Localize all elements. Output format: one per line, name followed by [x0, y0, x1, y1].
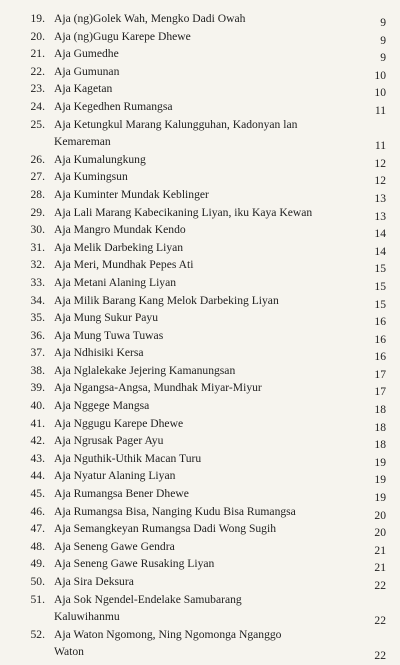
- entry-title: Aja Metani Alaning Liyan: [54, 275, 177, 289]
- entry-title-continuation: Kaluwihanmu: [54, 610, 120, 624]
- entry-title: Aja Ngangsa-Angsa, Mundhak Miyar-Miyur: [54, 381, 262, 395]
- toc-entry: [0, 379, 400, 397]
- entry-title: Aja Nyatur Alaning Liyan: [54, 469, 176, 483]
- entry-number: 26.: [30, 152, 45, 166]
- entry-number: 30.: [30, 223, 45, 237]
- entry-number: 22.: [30, 64, 45, 78]
- entry-title: Aja (ng)Golek Wah, Mengko Dadi Owah: [54, 12, 246, 25]
- entry-number: 51.: [30, 592, 45, 606]
- entry-number: 46.: [30, 504, 45, 518]
- entry-title: Aja Kumingsun: [54, 170, 128, 184]
- entry-page-number: 19: [374, 455, 386, 469]
- entry-page-number: 18: [374, 403, 386, 417]
- entry-number: 49.: [30, 557, 45, 571]
- entry-title: Aja Kumalungkung: [54, 152, 146, 166]
- entry-title: Aja Kegedhen Rumangsa: [54, 99, 173, 113]
- entry-page-number: 9: [380, 33, 386, 47]
- entry-page-number: 16: [374, 350, 386, 364]
- toc-entry: [0, 450, 400, 468]
- entry-title: Aja Milik Barang Kang Melok Darbeking Liyan: [54, 293, 279, 307]
- entry-title: Aja Nglalekake Jejering Kamanungsan: [54, 363, 236, 377]
- entry-title-continuation: Kemareman: [54, 135, 111, 149]
- toc-entry: [0, 45, 400, 63]
- entry-number: 32.: [30, 258, 45, 272]
- entry-page-number: 21: [374, 561, 386, 575]
- toc-entry: [0, 28, 400, 46]
- entry-title: Aja Sok Ngendel-Endelake Samubarang: [54, 592, 242, 606]
- entry-title-continuation: Waton: [54, 645, 84, 659]
- toc-entry: [0, 98, 400, 116]
- entry-number: 40.: [30, 399, 45, 413]
- entry-number: 19.: [30, 12, 45, 25]
- entry-page-number: 17: [374, 367, 386, 381]
- toc-entry: [0, 432, 400, 450]
- entry-number: 37.: [30, 346, 45, 360]
- entry-title: Aja Waton Ngomong, Ning Ngomonga Nganggo: [54, 627, 282, 641]
- entry-page-number: 12: [374, 174, 386, 188]
- toc-entry: [0, 344, 400, 362]
- entry-number: 29.: [30, 205, 45, 219]
- entry-title: Aja Semangkeyan Rumangsa Dadi Wong Sugih: [54, 522, 277, 536]
- entry-title: Aja Rumangsa Bisa, Nanging Kudu Bisa Rumangsa: [54, 504, 296, 518]
- entry-page-number: 14: [374, 244, 386, 258]
- toc-entry: [0, 151, 400, 169]
- entry-page-number: 21: [374, 543, 386, 557]
- entry-page-number: 10: [374, 86, 386, 100]
- entry-page-number: 14: [374, 227, 386, 241]
- toc-entry: [0, 485, 400, 503]
- entry-page-number: 13: [374, 209, 386, 223]
- entry-number: 48.: [30, 539, 45, 553]
- toc-entry: [0, 256, 400, 274]
- entry-title: Aja Ndhisiki Kersa: [54, 346, 144, 360]
- entry-page-number: 15: [374, 262, 386, 276]
- toc-entry: [0, 221, 400, 239]
- toc-entry: [0, 503, 400, 521]
- entry-page-number: 13: [374, 191, 386, 205]
- toc-entry: [0, 362, 400, 380]
- entry-number: 35.: [30, 311, 45, 325]
- entry-number: 44.: [30, 469, 45, 483]
- toc-entry: [0, 309, 400, 327]
- entry-number: 39.: [30, 381, 45, 395]
- entry-title: Aja Seneng Gawe Gendra: [54, 539, 175, 553]
- entry-number: 47.: [30, 522, 45, 536]
- entry-number: 23.: [30, 82, 45, 96]
- entry-number: 50.: [30, 575, 45, 588]
- entry-page-number: 15: [374, 279, 386, 293]
- toc-entry: [0, 204, 400, 222]
- entry-title: Aja Gumunan: [54, 64, 120, 78]
- entry-page-number: 18: [374, 420, 386, 434]
- entry-page-number: 16: [374, 315, 386, 329]
- entry-page-number: 11: [374, 103, 386, 117]
- toc-entry: [0, 239, 400, 257]
- entry-title: Aja Gumedhe: [54, 47, 119, 61]
- entry-page-number: 22: [374, 614, 386, 628]
- toc-entry: [0, 538, 400, 556]
- entry-number: 21.: [30, 47, 45, 61]
- entry-title: Aja (ng)Gugu Karepe Dhewe: [54, 29, 191, 43]
- entry-number: 31.: [30, 240, 45, 254]
- entry-title: Aja Mung Sukur Payu: [54, 311, 159, 325]
- entry-title: Aja Lali Marang Kabecikaning Liyan, iku Kaya Kewan: [54, 205, 313, 219]
- entry-page-number: 12: [374, 156, 386, 170]
- entry-title: Aja Nggege Mangsa: [54, 399, 150, 413]
- entry-number: 41.: [30, 416, 45, 430]
- toc-entry: [0, 80, 400, 98]
- entry-number: 33.: [30, 275, 45, 289]
- entry-number: 25.: [30, 117, 45, 131]
- entry-page-number: 11: [374, 139, 386, 153]
- entry-number: 27.: [30, 170, 45, 184]
- entry-title: Aja Sira Deksura: [54, 575, 134, 588]
- entry-number: 45.: [30, 487, 45, 501]
- entry-number: 52.: [30, 627, 45, 641]
- entry-title: Aja Ketungkul Marang Kalungguhan, Kadonyan lan: [54, 117, 298, 131]
- entry-page-number: 17: [374, 385, 386, 399]
- entry-number: 28.: [30, 187, 45, 201]
- toc-entry: [0, 555, 400, 573]
- toc-entry: [0, 573, 400, 591]
- entry-title: Aja Melik Darbeking Liyan: [54, 240, 184, 254]
- entry-page-number: 19: [374, 491, 386, 505]
- entry-number: 36.: [30, 328, 45, 342]
- entry-page-number: 15: [374, 297, 386, 311]
- toc-entry: [0, 520, 400, 538]
- toc-entry: [0, 116, 400, 151]
- entry-number: 24.: [30, 99, 45, 113]
- entry-number: 42.: [30, 434, 45, 448]
- entry-title: Aja Nguthik-Uthik Macan Turu: [54, 451, 202, 465]
- toc-entry: [0, 63, 400, 81]
- entry-title: Aja Mangro Mundak Kendo: [54, 223, 186, 237]
- toc-entry: [0, 397, 400, 415]
- entry-title: Aja Kuminter Mundak Keblinger: [54, 187, 209, 201]
- entry-title: Aja Kagetan: [54, 82, 113, 96]
- toc-entry: [0, 626, 400, 661]
- entry-title: Aja Rumangsa Bener Dhewe: [54, 487, 189, 501]
- toc-entry: [0, 327, 400, 345]
- entry-page-number: 10: [374, 68, 386, 82]
- entry-page-number: 9: [380, 16, 386, 29]
- entry-page-number: 20: [374, 508, 386, 522]
- entry-title: Aja Meri, Mundhak Pepes Ati: [54, 258, 194, 272]
- entry-page-number: 16: [374, 332, 386, 346]
- toc-entry: [0, 10, 400, 28]
- entry-title: Aja Ngrusak Pager Ayu: [54, 434, 164, 448]
- entry-page-number: 18: [374, 438, 386, 452]
- entry-page-number: 22: [374, 579, 386, 592]
- entry-title: Aja Nggugu Karepe Dhewe: [54, 416, 184, 430]
- toc-entry: [0, 292, 400, 310]
- toc-entry: [0, 467, 400, 485]
- entry-page-number: 20: [374, 526, 386, 540]
- entry-number: 34.: [30, 293, 45, 307]
- toc-entry: [0, 168, 400, 186]
- toc-entry: [0, 274, 400, 292]
- entry-title: Aja Mung Tuwa Tuwas: [54, 328, 164, 342]
- entry-number: 20.: [30, 29, 45, 43]
- entry-page-number: 9: [380, 51, 386, 65]
- entry-page-number: 19: [374, 473, 386, 487]
- toc-entry: [0, 415, 400, 433]
- entry-title: Aja Seneng Gawe Rusaking Liyan: [54, 557, 215, 571]
- entry-page-number: 22: [374, 649, 386, 663]
- entry-number: 43.: [30, 451, 45, 465]
- table-of-contents: [0, 10, 400, 661]
- toc-entry: [0, 591, 400, 626]
- entry-number: 38.: [30, 363, 45, 377]
- toc-entry: [0, 186, 400, 204]
